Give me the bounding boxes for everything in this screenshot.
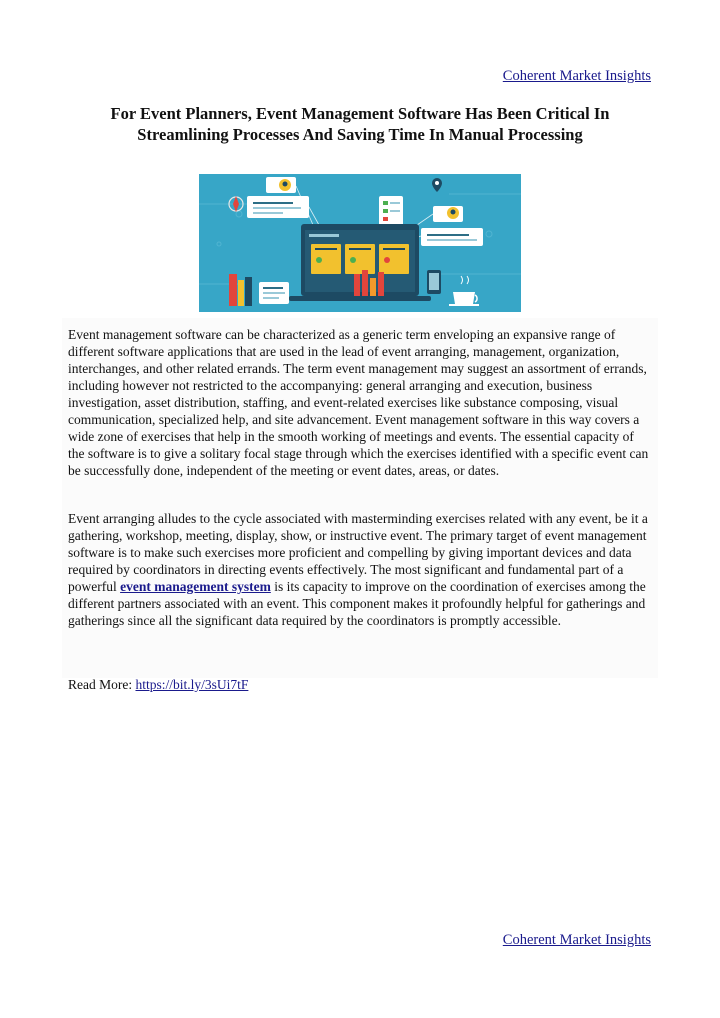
floating-card-right	[421, 228, 483, 246]
location-pin-icon	[432, 178, 442, 192]
floating-avatar-card	[266, 177, 296, 193]
header-source-link[interactable]: Coherent Market Insights	[502, 68, 651, 84]
title-line-1: For Event Planners, Event Management Software Has Been Critical In	[110, 104, 610, 123]
read-more-link[interactable]: https://bit.ly/3sUi7tF	[135, 677, 249, 692]
paragraph-2-text-after: is its capacity to improve on the coordination of exercises among the different partners associated with an event. This component makes it profoundly helpful for gatherings and gatherings since all the significant data required by the coordinators is promptly accessible.	[68, 579, 646, 628]
footer-source-link[interactable]: Coherent Market Insights	[502, 932, 651, 948]
title-line-2: Streamlining Processes And Saving Time In Manual Processing	[137, 125, 583, 144]
read-more-label: Read More:	[68, 677, 136, 692]
paragraph-2-text-before: Event arranging alludes to the cycle associated with masterminding exercises related with any event, be it a gathering, workshop, meeting, display, show, or instructive event. The primary target of event management software is to make such exercises more proficient and compelling by giving important devices and data required by coordinators in directing events effectively. The most significant and fundamental part of a powerful	[68, 511, 648, 594]
event-management-illustration	[199, 174, 521, 312]
article-paragraph-1: Event management software can be characterized as a generic term enveloping an expansive range of different software applications that are used in the lead of event arranging, management, organization, interchanges, and other related errands. The term event management may suggest an assortment of errands, including however not restricted to the accompanying: general arranging and execution, business investigation, asset distribution, staffing, and event-related exercises like substance composing, visual communication, specialized help, and site advancement. Event management software in this way covers a wide zone of exercises that help in the smooth working of meetings and events. The essential capacity of the software is to give a solitary focal stage through which the exercises identified with a specific event can be successfully done, independent of the meeting or event dates, areas, or dates.	[68, 327, 649, 478]
coffee-cup-icon	[449, 276, 479, 306]
read-more-line	[68, 677, 248, 693]
document-card	[259, 282, 289, 304]
floating-avatar-card-right	[433, 206, 463, 222]
article-paragraph-2	[68, 510, 650, 629]
illustration-graphic	[199, 174, 521, 312]
page-title	[70, 103, 650, 145]
books-icon	[229, 274, 252, 306]
floating-card-left	[247, 196, 309, 218]
laptop-base	[289, 296, 431, 301]
floating-checklist-card	[379, 196, 403, 228]
phone-icon	[427, 270, 441, 294]
event-management-system-link[interactable]: event management system	[120, 579, 271, 594]
